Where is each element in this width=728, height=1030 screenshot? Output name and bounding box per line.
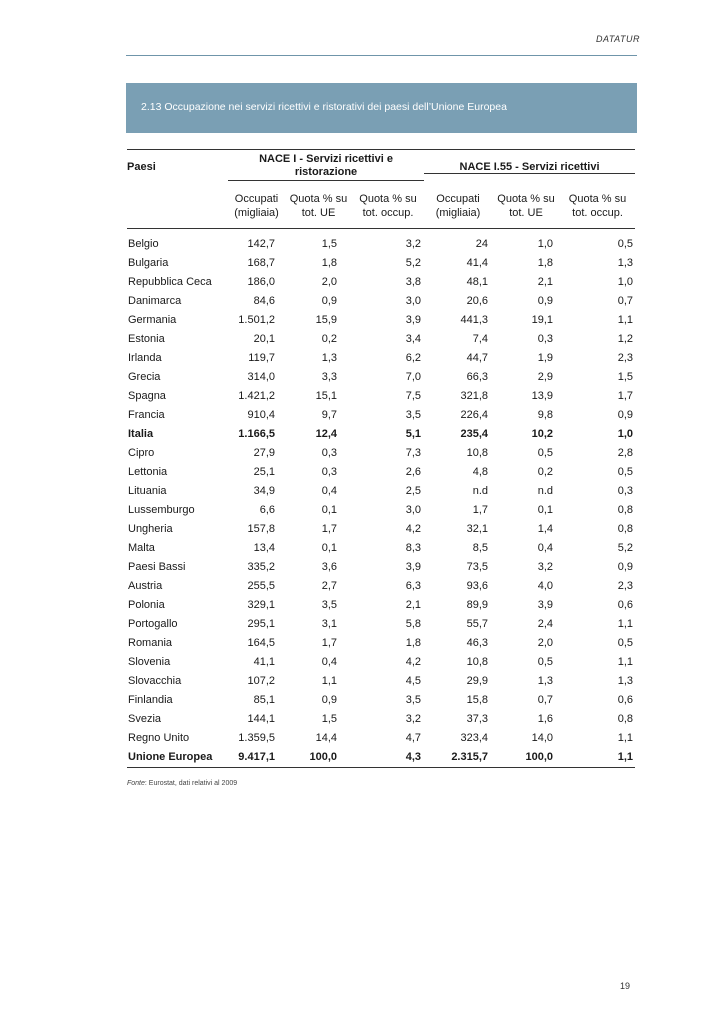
table-cell: 15,9	[315, 314, 337, 326]
table-cell: 2,5	[405, 485, 422, 497]
table-cell: 314,0	[247, 371, 275, 383]
table-cell: 84,6	[253, 295, 275, 307]
table-cell: 2,1	[405, 599, 422, 611]
employment-table	[127, 149, 635, 768]
table-row	[127, 349, 635, 368]
table-cell: 144,1	[247, 713, 275, 725]
group-header-nace-i-line2: ristorazione	[294, 166, 358, 178]
table-cell: 0,1	[537, 504, 554, 516]
table-cell: 9.417,1	[228, 748, 285, 768]
table-cell: 164,5	[247, 637, 275, 649]
table-cell: 44,7	[466, 352, 489, 364]
table-cell: 0,8	[617, 713, 634, 725]
table-cell: 0,7	[617, 295, 634, 307]
table-cell: 1,1	[617, 618, 634, 630]
table-cell: 1,1	[617, 656, 634, 668]
table-cell: 7,5	[405, 390, 422, 402]
table-cell: 323,4	[460, 732, 489, 744]
table-cell: 1,0	[617, 276, 634, 288]
country-name: Portogallo	[128, 618, 178, 630]
table-cell: 910,4	[247, 409, 275, 421]
country-name: Italia	[128, 428, 154, 440]
country-name: Irlanda	[128, 352, 162, 364]
table-cell: 2,6	[405, 466, 422, 478]
group-header-nace-i	[228, 150, 424, 185]
subheader: Quota % su tot. occup.	[359, 193, 417, 219]
table-cell: 0,5	[537, 447, 554, 459]
running-header: DATATUR	[596, 34, 640, 44]
group-header-row	[127, 150, 635, 185]
table-cell: 1,3	[617, 257, 634, 269]
table-cell: 0,5	[617, 238, 634, 250]
group-header-nace-i55-label: NACE I.55 - Servizi ricettivi	[424, 161, 635, 174]
table-row	[127, 729, 635, 748]
country-name: Paesi Bassi	[128, 561, 186, 573]
country-name: Finlandia	[128, 694, 173, 706]
table-cell: 14,4	[315, 732, 337, 744]
subheader: Quota % su tot. UE	[289, 193, 348, 219]
table-row	[127, 596, 635, 615]
table-cell: 235,4	[460, 428, 489, 440]
table-cell: 3,1	[321, 618, 337, 630]
table-cell: 1,5	[321, 238, 337, 250]
table-cell: 1,7	[472, 504, 489, 516]
table-row	[127, 653, 635, 672]
table-cell: 3,2	[405, 713, 422, 725]
table-cell: 1,4	[537, 523, 554, 535]
country-name: Spagna	[128, 390, 166, 402]
table-cell: 55,7	[466, 618, 489, 630]
table-cell: 1,1	[560, 748, 635, 768]
table-cell: 3,4	[405, 333, 422, 345]
table-cell: 12,4	[315, 428, 337, 440]
country-name: Belgio	[128, 238, 159, 250]
table-cell: 2,4	[537, 618, 554, 630]
table-cell: 1,8	[405, 637, 422, 649]
table-row	[127, 710, 635, 729]
table-cell: 0,9	[617, 561, 634, 573]
table-cell: 6,6	[259, 504, 275, 516]
table-cell: 1,0	[617, 428, 634, 440]
table-cell: 3,2	[405, 238, 422, 250]
subheader: Quota % su tot. occup.	[568, 193, 627, 219]
table-cell: 441,3	[460, 314, 489, 326]
country-name: Lussemburgo	[128, 504, 195, 516]
table-cell: 1,7	[321, 523, 337, 535]
table-row	[127, 387, 635, 406]
country-name: Regno Unito	[128, 732, 190, 744]
table-cell: 24	[475, 238, 489, 250]
table-cell: 335,2	[247, 561, 275, 573]
table-cell: 5,1	[405, 428, 422, 440]
country-name: Lituania	[128, 485, 167, 497]
table-cell: 8,3	[405, 542, 422, 554]
table-cell: 1,1	[321, 675, 337, 687]
table-row	[127, 615, 635, 634]
subheader: Quota % su tot. UE	[497, 193, 555, 219]
table-cell: 7,0	[405, 371, 422, 383]
table-row	[127, 501, 635, 520]
table-title-band	[126, 83, 637, 133]
table-cell: 1,0	[537, 238, 554, 250]
table-cell: 1,1	[617, 314, 634, 326]
subheader: Occupati (migliaia)	[234, 193, 279, 219]
table-cell: 107,2	[247, 675, 275, 687]
table-cell: 93,6	[466, 580, 489, 592]
table-row	[127, 330, 635, 349]
table-cell: 6,2	[405, 352, 422, 364]
table-cell: 1.166,5	[238, 428, 275, 440]
table-cell: 2,3	[617, 580, 634, 592]
table-cell: 14,0	[531, 732, 554, 744]
country-name: Ungheria	[128, 523, 173, 535]
column-header-paesi: Paesi	[127, 161, 156, 173]
country-name: Romania	[128, 637, 173, 649]
table-cell: 41,4	[466, 257, 489, 269]
table-cell: 4,8	[472, 466, 489, 478]
table-cell: 0,1	[321, 542, 337, 554]
table-cell: 2,7	[321, 580, 337, 592]
table-row	[127, 634, 635, 653]
table-cell: 9,8	[537, 409, 554, 421]
table-cell: n.d	[537, 485, 554, 497]
table-cell: 10,8	[466, 447, 489, 459]
table-cell: 2,0	[537, 637, 554, 649]
table-cell: 186,0	[247, 276, 275, 288]
table-cell: 329,1	[247, 599, 275, 611]
table-cell: 34,9	[253, 485, 275, 497]
table-cell: 5,2	[405, 257, 422, 269]
table-cell: 32,1	[466, 523, 489, 535]
table-cell: 66,3	[466, 371, 489, 383]
table-cell: 4,2	[405, 523, 422, 535]
table-cell: 1,7	[321, 637, 337, 649]
table-cell: 1,3	[617, 675, 634, 687]
table-cell: 3,9	[405, 314, 422, 326]
header-rule	[126, 55, 637, 56]
table-cell: 0,5	[617, 637, 634, 649]
table-row	[127, 444, 635, 463]
country-name: Grecia	[128, 371, 161, 383]
table-row	[127, 558, 635, 577]
table-cell: 15,1	[315, 390, 337, 402]
table-cell: 4,7	[405, 732, 422, 744]
table-cell: 73,5	[466, 561, 489, 573]
table-cell: 0,5	[537, 656, 554, 668]
table-cell: 4,5	[405, 675, 422, 687]
table-cell: 0,4	[537, 542, 554, 554]
table-cell: 100,0	[285, 748, 352, 768]
table-cell: 0,4	[321, 485, 337, 497]
table-row	[127, 672, 635, 691]
table-cell: 89,9	[466, 599, 489, 611]
table-cell: 157,8	[247, 523, 275, 535]
table-cell: 1,7	[617, 390, 634, 402]
table-cell: 5,2	[617, 542, 634, 554]
table-cell: 0,4	[321, 656, 337, 668]
country-name: Slovacchia	[128, 675, 182, 687]
table-cell: 85,1	[253, 694, 275, 706]
table-cell: 3,5	[321, 599, 337, 611]
source-label: Fonte	[127, 780, 145, 787]
table-cell: 0,2	[321, 333, 337, 345]
table-cell: 10,8	[466, 656, 489, 668]
group-header-nace-i-line1: NACE I - Servizi ricettivi e	[259, 153, 393, 165]
country-name: Germania	[128, 314, 177, 326]
table-cell: 1,5	[321, 713, 337, 725]
table-cell: 1.421,2	[238, 390, 275, 402]
table-cell: 321,8	[460, 390, 489, 402]
table-cell: 27,9	[253, 447, 275, 459]
table-row	[127, 425, 635, 444]
table-cell: 0,6	[617, 694, 634, 706]
table-cell: 20,6	[466, 295, 489, 307]
table-cell: 1,8	[321, 257, 337, 269]
table-cell: 1,2	[617, 333, 634, 345]
table-cell: 3,2	[537, 561, 554, 573]
table-cell: 0,3	[617, 485, 634, 497]
table-row	[127, 577, 635, 596]
table-cell: 6,3	[405, 580, 422, 592]
table-cell: 7,4	[472, 333, 489, 345]
table-cell: 13,9	[531, 390, 554, 402]
table-cell: 1,3	[321, 352, 337, 364]
table-cell: 0,9	[321, 694, 337, 706]
table-cell: 3,9	[405, 561, 422, 573]
table-cell: 2,0	[321, 276, 337, 288]
table-cell: n.d	[472, 485, 489, 497]
country-name: Estonia	[128, 333, 165, 345]
table-cell: 1.501,2	[238, 314, 275, 326]
table-cell: 1,3	[537, 675, 554, 687]
table-cell: 295,1	[247, 618, 275, 630]
table-total-row	[127, 748, 635, 768]
table-cell: 1.359,5	[238, 732, 275, 744]
table-cell: 4,2	[405, 656, 422, 668]
table-cell: 0,3	[321, 447, 337, 459]
page-number: 19	[619, 981, 630, 991]
table-cell: 226,4	[460, 409, 489, 421]
table-row	[127, 482, 635, 501]
table-row	[127, 311, 635, 330]
group-header-nace-i55	[424, 150, 635, 185]
table-title: 2.13 Occupazione nei servizi ricettivi e ristorativi dei paesi dell’Unione Europea	[141, 101, 507, 113]
table-cell: 3,5	[405, 409, 422, 421]
table-cell: 3,0	[405, 504, 422, 516]
table-cell: 0,3	[537, 333, 554, 345]
table-row	[127, 254, 635, 273]
country-name: Unione Europea	[127, 748, 228, 768]
country-name: Danimarca	[128, 295, 182, 307]
table-cell: 0,5	[617, 466, 634, 478]
table-cell: 10,2	[531, 428, 554, 440]
table-cell: 9,7	[321, 409, 337, 421]
table-cell: 3,3	[321, 371, 337, 383]
table-cell: 0,9	[617, 409, 634, 421]
table-cell: 255,5	[247, 580, 275, 592]
table-cell: 0,7	[537, 694, 554, 706]
table-cell: 2,8	[617, 447, 634, 459]
table-row	[127, 229, 635, 255]
table-cell: 2,3	[617, 352, 634, 364]
country-name: Repubblica Ceca	[128, 276, 212, 288]
table-cell: 46,3	[466, 637, 489, 649]
table-cell: 2.315,7	[424, 748, 492, 768]
table-cell: 1,1	[617, 732, 634, 744]
table-cell: 2,9	[537, 371, 554, 383]
table-cell: 2,1	[537, 276, 554, 288]
table-cell: 119,7	[248, 352, 275, 364]
table-cell: 41,1	[253, 656, 275, 668]
table-body	[127, 229, 635, 768]
subheader-row	[127, 184, 635, 229]
table-cell: 1,6	[537, 713, 554, 725]
table-cell: 0,8	[617, 523, 634, 535]
table-cell: 29,9	[466, 675, 489, 687]
source-text: : Eurostat, dati relativi al 2009	[144, 780, 238, 787]
table-row	[127, 406, 635, 425]
table-cell: 4,3	[352, 748, 424, 768]
country-name: Bulgaria	[128, 257, 169, 269]
table-row	[127, 520, 635, 539]
table-cell: 3,6	[321, 561, 337, 573]
table-cell: 168,7	[247, 257, 275, 269]
table-cell: 3,8	[405, 276, 422, 288]
country-name: Cipro	[128, 447, 155, 459]
table-cell: 0,2	[537, 466, 554, 478]
country-name: Francia	[128, 409, 165, 421]
table-row	[127, 691, 635, 710]
table-cell: 19,1	[531, 314, 554, 326]
table-cell: 0,3	[321, 466, 337, 478]
table-cell: 3,9	[537, 599, 554, 611]
table-cell: 20,1	[253, 333, 275, 345]
table-cell: 25,1	[253, 466, 275, 478]
table-cell: 0,1	[321, 504, 337, 516]
country-name: Austria	[128, 580, 163, 592]
country-name: Malta	[128, 542, 155, 554]
table-cell: 1,9	[537, 352, 554, 364]
table-cell: 48,1	[466, 276, 489, 288]
table-cell: 142,7	[247, 238, 275, 250]
table-cell: 0,6	[617, 599, 634, 611]
source-note	[127, 780, 237, 787]
table-cell: 0,9	[537, 295, 554, 307]
table-cell: 7,3	[405, 447, 422, 459]
table-cell: 3,0	[405, 295, 422, 307]
table-row	[127, 273, 635, 292]
country-name: Lettonia	[128, 466, 168, 478]
table-cell: 4,0	[537, 580, 554, 592]
table-cell: 1,5	[617, 371, 634, 383]
table-row	[127, 463, 635, 482]
table-row	[127, 292, 635, 311]
table-cell: 8,5	[472, 542, 489, 554]
table-cell: 100,0	[492, 748, 560, 768]
table-row	[127, 368, 635, 387]
table-cell: 5,8	[405, 618, 422, 630]
table-cell: 15,8	[466, 694, 489, 706]
table-row	[127, 539, 635, 558]
subheader-empty	[127, 184, 228, 229]
country-name: Svezia	[128, 713, 162, 725]
table-cell: 37,3	[466, 713, 489, 725]
table-cell: 0,8	[617, 504, 634, 516]
table-cell: 0,9	[321, 295, 337, 307]
table-cell: 13,4	[253, 542, 275, 554]
table-cell: 1,8	[537, 257, 554, 269]
country-name: Slovenia	[128, 656, 171, 668]
subheader: Occupati (migliaia)	[435, 193, 481, 219]
country-name: Polonia	[128, 599, 165, 611]
table-cell: 3,5	[405, 694, 422, 706]
